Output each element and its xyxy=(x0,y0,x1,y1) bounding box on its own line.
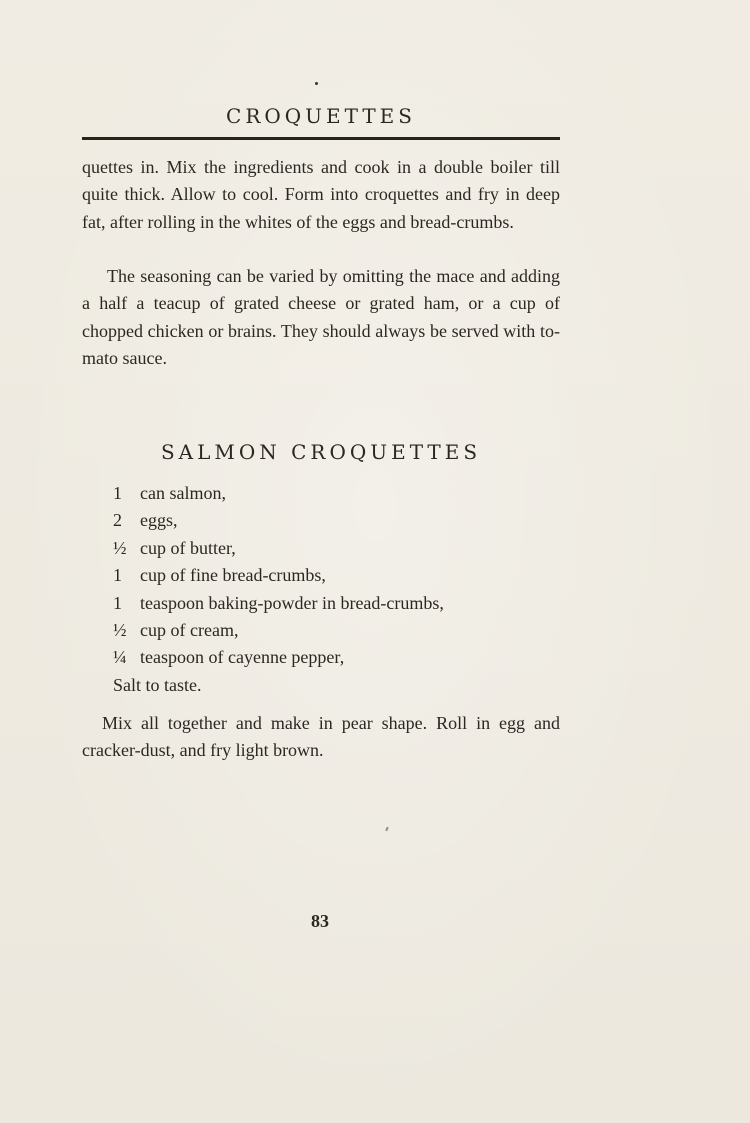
recipe-instructions: Mix all together and make in pear shape. Roll in egg and cracker-dust, and fry light brown. xyxy=(82,713,560,761)
page-speck xyxy=(315,82,318,85)
ingredient-list xyxy=(113,480,553,699)
ingredient-text: teaspoon of cayenne pepper, xyxy=(140,647,345,668)
ingredient-item xyxy=(113,644,553,671)
ingredient-text: Salt to taste. xyxy=(113,674,202,695)
ingredient-text: eggs, xyxy=(140,510,178,531)
paper-speck xyxy=(385,827,389,831)
running-head: CROQUETTES xyxy=(226,104,416,128)
ingredient-item xyxy=(113,507,553,534)
ingredient-quantity: 1 xyxy=(113,483,122,503)
ingredient-item xyxy=(113,672,553,699)
ingredient-item xyxy=(113,590,553,617)
recipe-title: SALMON CROQUETTES xyxy=(160,440,482,464)
ingredient-item xyxy=(113,562,553,589)
ingredient-text: cup of cream, xyxy=(140,620,239,641)
ingredient-item xyxy=(113,535,553,562)
ingredient-text: cup of fine bread-crumbs, xyxy=(140,565,326,586)
header-rule xyxy=(82,137,560,140)
paragraph-continuation: quettes in. Mix the ingredients and cook in a double boiler till quite thick. Allow to cool. Form into croquettes and fry in deep fat, after rolling in the whites of the eggs and bread-crumbs. xyxy=(82,157,560,232)
ingredient-quantity: ½ xyxy=(113,620,127,641)
ingredient-quantity: ½ xyxy=(113,537,127,558)
page-number: 83 xyxy=(311,911,329,931)
ingredient-quantity: ¼ xyxy=(113,647,127,668)
ingredient-quantity: 1 xyxy=(113,592,122,613)
paragraph-seasoning: The seasoning can be varied by omitting the mace and adding a half a teacup of grated cheese or grated ham, or a cup of chopped chicken or brains. They should always be served with to- mato sauce. xyxy=(82,266,560,368)
ingredient-text: teaspoon baking-powder in bread-crumbs, xyxy=(140,592,444,613)
ingredient-item xyxy=(113,617,553,644)
ingredient-quantity: 2 xyxy=(113,510,122,531)
ingredient-text: can salmon, xyxy=(140,483,226,503)
ingredient-item xyxy=(113,480,553,507)
ingredient-quantity: 1 xyxy=(113,565,122,586)
ingredient-text: cup of butter, xyxy=(140,537,236,558)
